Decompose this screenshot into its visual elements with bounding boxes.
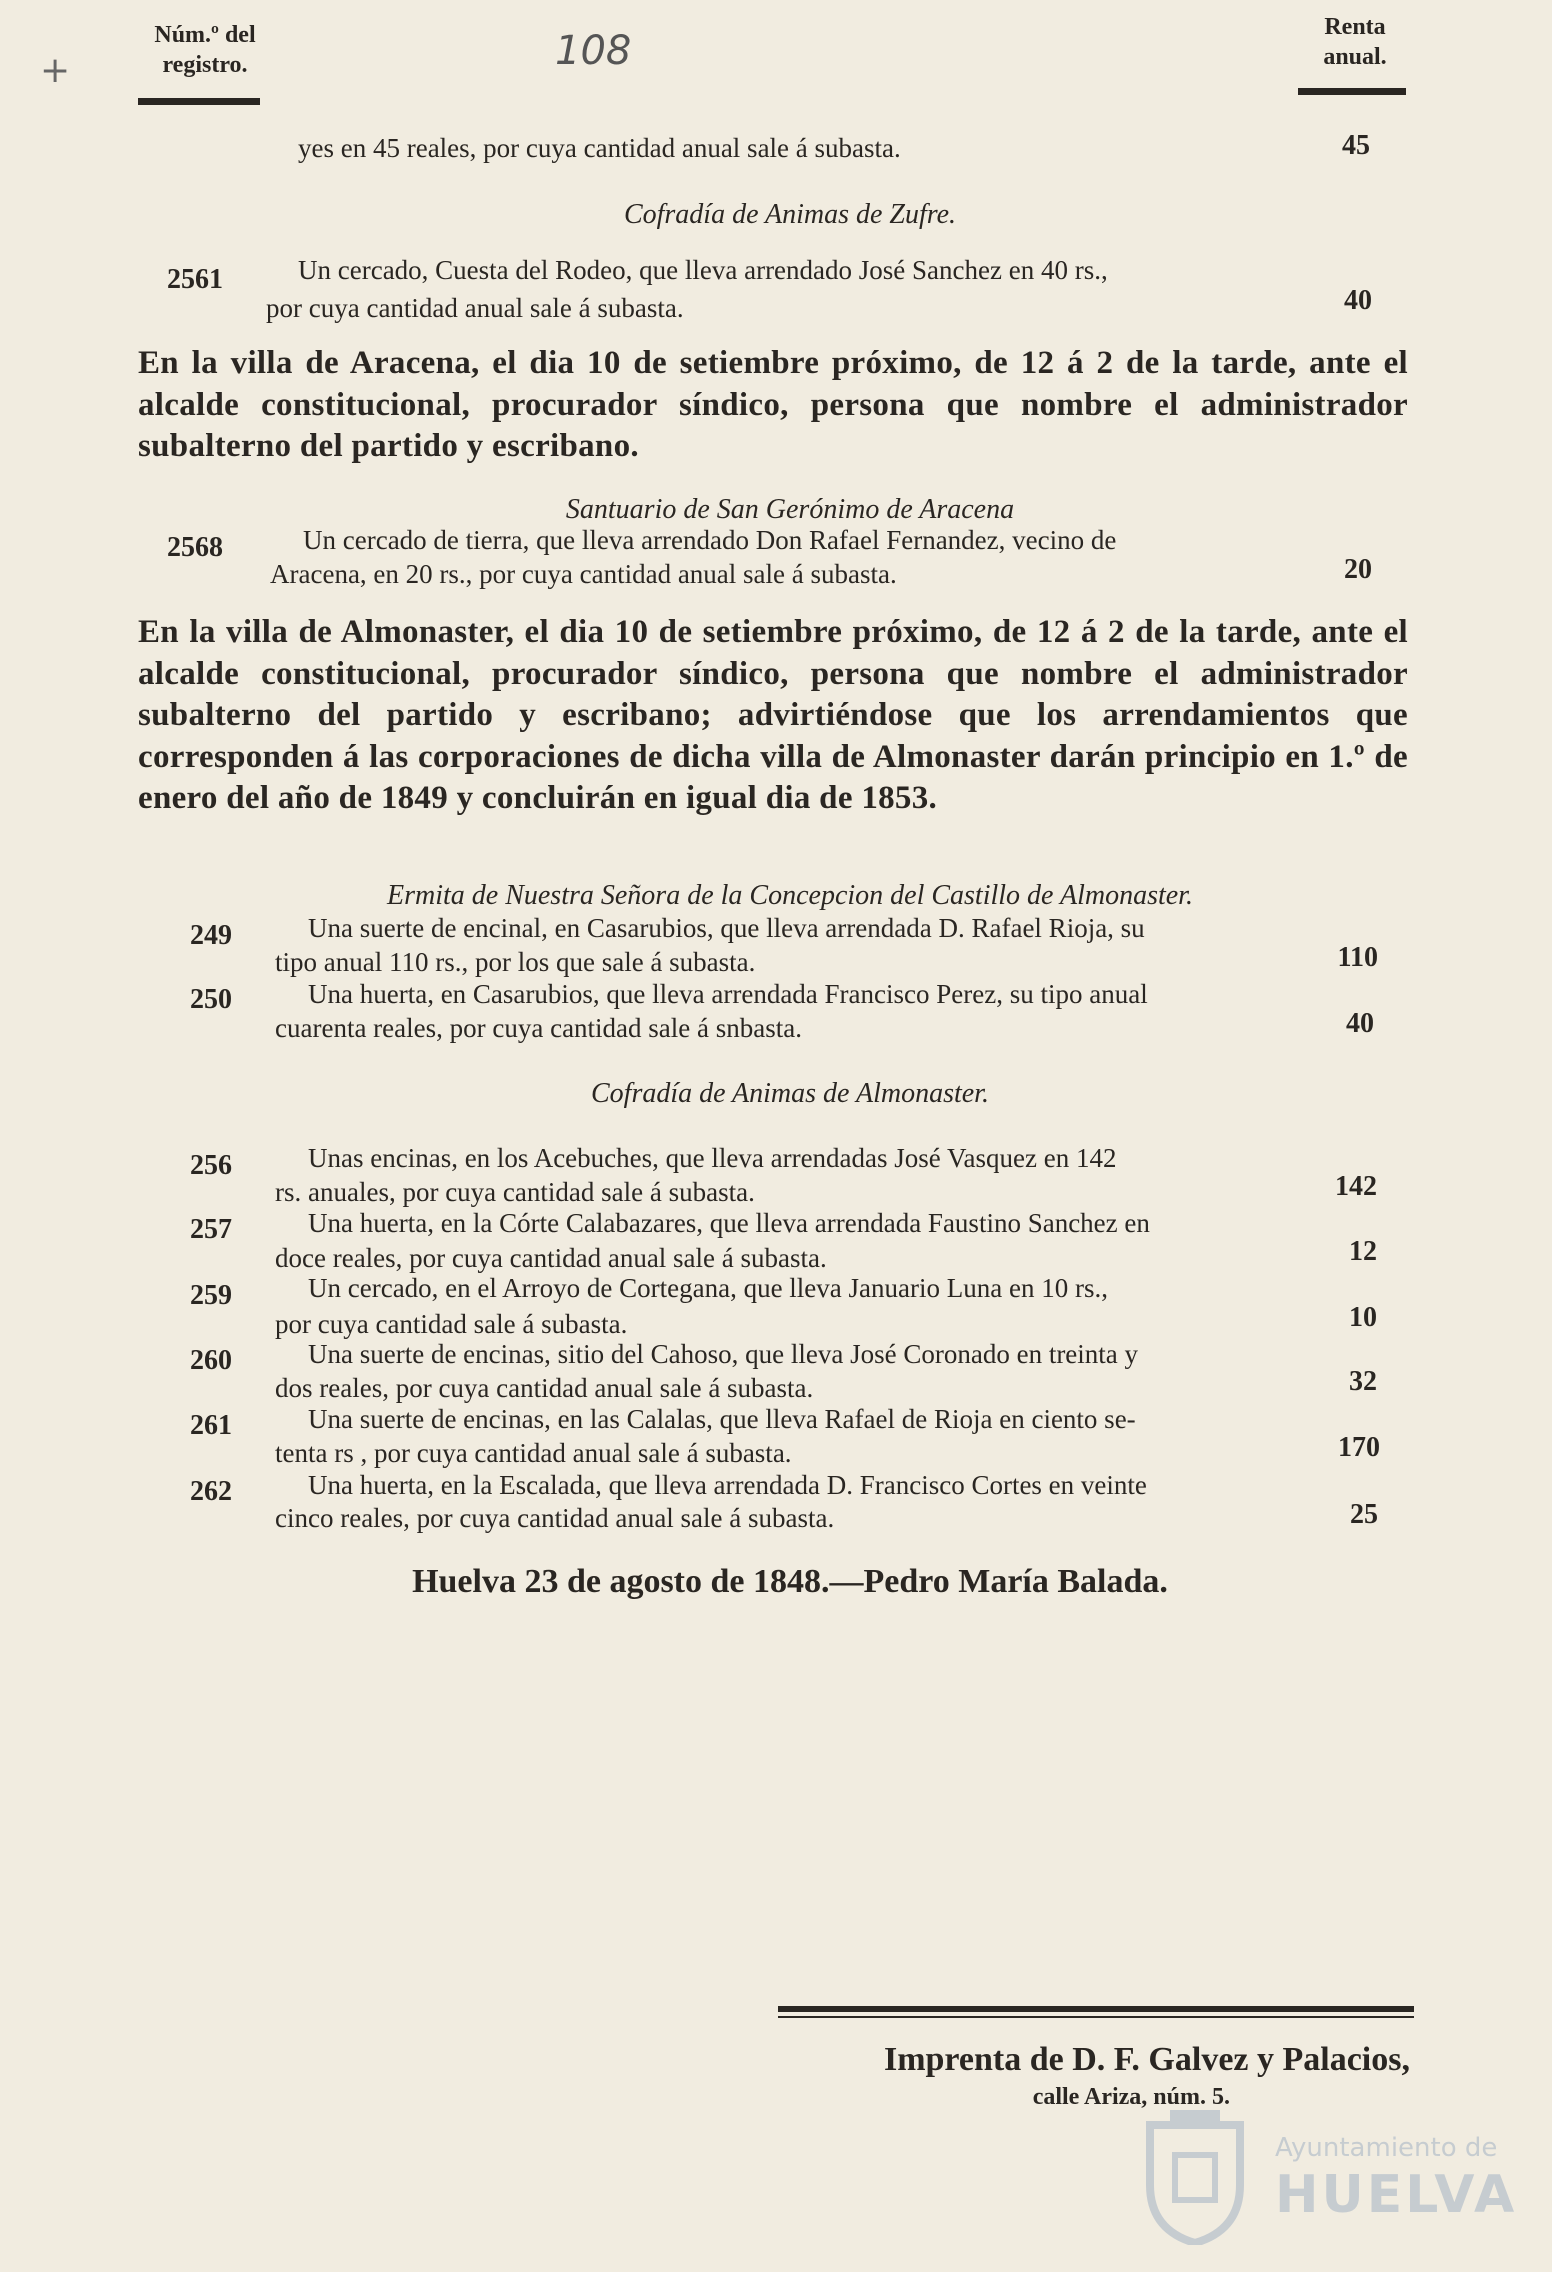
handwritten-corner-mark: + xyxy=(40,50,71,91)
register-number: 261 xyxy=(190,1410,232,1441)
left-header-rule xyxy=(138,98,260,105)
item-text-line1: Un cercado, en el Arroyo de Cortegana, que lleva Januario Luna en 10 rs., xyxy=(308,1273,1108,1303)
item-text-line1: Una suerte de encinal, en Casarubios, que lleva arrendada D. Rafael Rioja, su xyxy=(308,913,1145,943)
section-heading-cofradia-almonaster: Cofradía de Animas de Almonaster. xyxy=(591,1078,989,1109)
item-text-line2: dos reales, por cuya cantidad anual sale á subasta. xyxy=(275,1373,814,1403)
register-number: 259 xyxy=(190,1280,232,1311)
item-amount: 20 xyxy=(1344,554,1372,585)
item-amount: 40 xyxy=(1346,1008,1374,1039)
paragraph-almonaster: En la villa de Almonaster, el dia 10 de setiembre próximo, de 12 á 2 de la tarde, ante el alcalde constitucional, procurador síndico, persona que nombre el administrador subalterno del partido y escribano; advirtiéndose que los arrendamientos que corresponden á las corporaciones de dicha villa de Almonaster darán principio en 1.º de enero del año de 1849 y concluirán en igual dia de 1853. xyxy=(138,614,1408,816)
watermark-text-line2: HUELVA xyxy=(1275,2165,1518,2225)
item-amount: 110 xyxy=(1337,942,1378,973)
item-amount: 12 xyxy=(1349,1236,1377,1267)
paragraph-aracena: En la villa de Aracena, el dia 10 de setiembre próximo, de 12 á 2 de la tarde, ante el alcalde constitucional, procurador síndico, persona que nombre el administrador subalterno del partido y escribano. xyxy=(138,345,1408,464)
coat-of-arms-icon xyxy=(1140,2105,1250,2245)
item-text-line2: por cuya cantidad anual sale á subasta. xyxy=(266,293,684,323)
annual-rent-header xyxy=(1295,12,1415,72)
carry-over-amount: 45 xyxy=(1342,130,1370,161)
item-text-line2: cuarenta reales, por cuya cantidad sale á snbasta. xyxy=(275,1013,802,1043)
right-header-rule xyxy=(1298,88,1406,95)
register-number: 249 xyxy=(190,920,232,951)
item-amount: 40 xyxy=(1344,285,1372,316)
item-text-line1: Una suerte de encinas, en las Calalas, que lleva Rafael de Rioja en ciento se- xyxy=(308,1404,1136,1434)
section-heading-ermita: Ermita de Nuestra Señora de la Concepcion del Castillo de Almonaster. xyxy=(387,880,1193,911)
printer-name: Imprenta de D. F. Galvez y Palacios, xyxy=(883,2041,1410,2078)
carry-over-line: yes en 45 reales, por cuya cantidad anual sale á subasta. xyxy=(298,133,901,163)
register-number: 2561 xyxy=(167,264,223,295)
item-text-line1: Una suerte de encinas, sitio del Cahoso, que lleva José Coronado en treinta y xyxy=(308,1339,1139,1369)
item-text-line2: por cuya cantidad sale á subasta. xyxy=(275,1309,628,1339)
item-amount: 142 xyxy=(1335,1171,1377,1202)
item-text-line1: Un cercado, Cuesta del Rodeo, que lleva arrendado José Sanchez en 40 rs., xyxy=(298,255,1108,285)
item-text-line1: Unas encinas, en los Acebuches, que lleva arrendadas José Vasquez en 142 xyxy=(308,1143,1117,1173)
item-amount: 32 xyxy=(1349,1366,1377,1397)
item-text-line2: Aracena, en 20 rs., por cuya cantidad anual sale á subasta. xyxy=(270,559,897,589)
item-text-line1: Una huerta, en la Córte Calabazares, que lleva arrendada Faustino Sanchez en xyxy=(308,1208,1150,1238)
register-number: 260 xyxy=(190,1345,232,1376)
annual-rent-header-line2: anual. xyxy=(1323,44,1387,70)
item-text-line2: cinco reales, por cuya cantidad anual sale á subasta. xyxy=(275,1503,835,1533)
section-heading-zufre: Cofradía de Animas de Zufre. xyxy=(623,199,957,230)
date-signature-line: Huelva 23 de agosto de 1848.—Pedro María Balada. xyxy=(412,1563,1168,1600)
item-text-line1: Un cercado de tierra, que lleva arrendado Don Rafael Fernandez, vecino de xyxy=(303,525,1117,555)
item-text-line1: Una huerta, en la Escalada, que lleva arrendada D. Francisco Cortes en veinte xyxy=(308,1470,1147,1500)
item-text-line2: tipo anual 110 rs., por los que sale á subasta. xyxy=(275,947,756,977)
footer-rule-thin xyxy=(778,2016,1414,2018)
item-amount: 25 xyxy=(1350,1499,1378,1530)
register-number: 257 xyxy=(190,1214,232,1245)
handwritten-page-number: 108 xyxy=(555,28,632,74)
register-number-header-line1: Núm.º del xyxy=(154,22,256,48)
register-number: 250 xyxy=(190,984,232,1015)
section-heading-aracena: Santuario de San Gerónimo de Aracena xyxy=(565,494,1015,525)
item-text-line2: tenta rs , por cuya cantidad anual sale á subasta. xyxy=(275,1438,792,1468)
footer-rule-thick xyxy=(778,2006,1414,2012)
annual-rent-header-line1: Renta xyxy=(1324,14,1386,40)
register-number-header xyxy=(130,20,280,80)
item-amount: 170 xyxy=(1338,1432,1380,1463)
register-number: 262 xyxy=(190,1476,232,1507)
printer-address: calle Ariza, núm. 5. xyxy=(1032,2084,1230,2110)
item-text-line2: doce reales, por cuya cantidad anual sale á subasta. xyxy=(275,1243,827,1273)
register-number: 2568 xyxy=(167,532,223,563)
item-amount: 10 xyxy=(1349,1302,1377,1333)
register-number: 256 xyxy=(190,1150,232,1181)
archive-watermark xyxy=(1140,2105,1540,2255)
item-text-line1: Una huerta, en Casarubios, que lleva arrendada Francisco Perez, su tipo anual xyxy=(308,979,1148,1009)
register-number-header-line2: registro. xyxy=(162,52,248,78)
watermark-text-line1: Ayuntamiento de xyxy=(1275,2133,1498,2163)
item-text-line2: rs. anuales, por cuya cantidad sale á subasta. xyxy=(275,1177,755,1207)
